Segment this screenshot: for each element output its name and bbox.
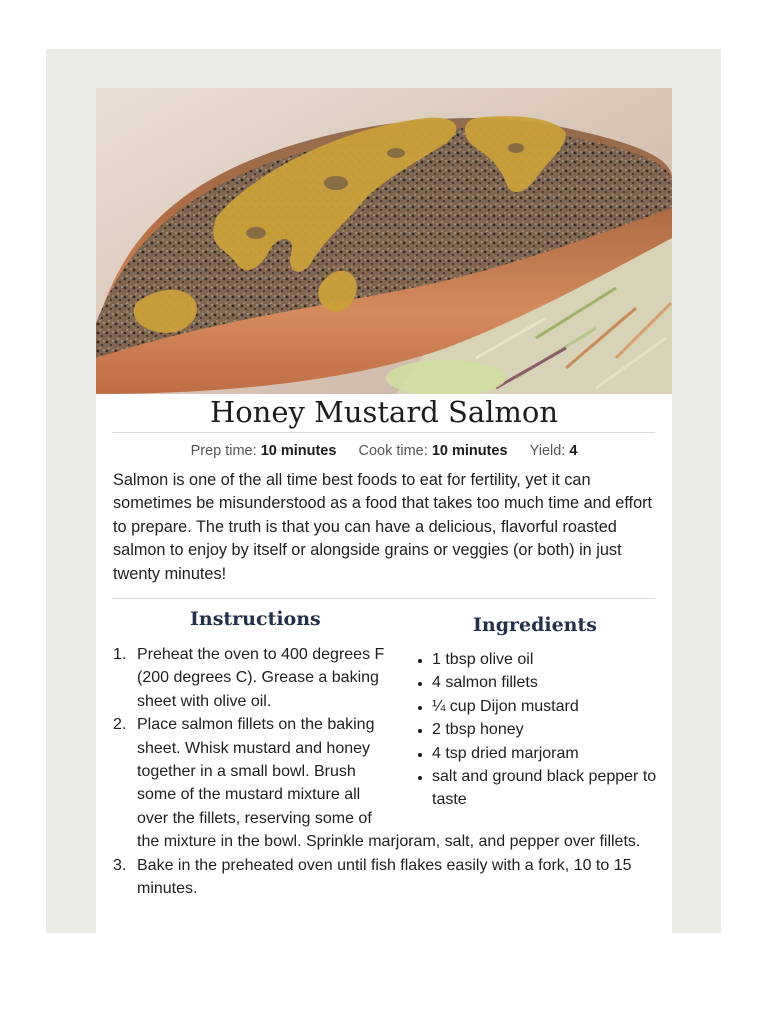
divider: [112, 598, 655, 599]
yield-label: Yield:: [529, 443, 566, 459]
cook-time-value: 10 minutes: [431, 443, 508, 459]
ingredient-item: • ¼ cup Dijon mustard: [432, 695, 672, 718]
instruction-step: [96, 713, 672, 853]
ingredient-item: • salt and ground black pepper to taste: [432, 765, 672, 812]
step-number: 3.: [113, 856, 127, 874]
recipe-title: Honey Mustard Salmon: [209, 395, 559, 429]
recipe-intro: Salmon is one of the all time best foods to eat for fertility, yet it can sometimes be misunderstood as a food that takes too much time and effort to prepare. The truth is that you can have a delicious, flavorful roasted salmon to enjoy by itself or alongside grains or veggies (or both) in just twenty minutes!: [113, 471, 653, 583]
instructions-list: [96, 643, 672, 900]
step-text-continued: the mixture in the bowl. Sprinkle marjoram, salt, and pepper over fillets.: [137, 833, 641, 851]
prep-time-value: 10 minutes: [260, 443, 337, 459]
salmon-photo: [96, 88, 672, 394]
recipe-card: [96, 88, 672, 933]
recipe-meta: [96, 440, 672, 462]
instructions-heading: Instructions: [190, 608, 321, 630]
yield: [530, 443, 578, 459]
step-text: Bake in the preheated oven until fish flakes easily with a fork, 10 to 15 minutes.: [137, 856, 632, 898]
ingredient-item: • 4 salmon fillets: [432, 671, 672, 694]
step-text: Place salmon fillets on the baking sheet. Whisk mustard and honey together in a small bowl. Brush some of the mustard mixture all over the fillets, reserving some of: [137, 716, 375, 827]
ingredient-item: • 4 tsp dried marjoram: [432, 742, 672, 765]
divider: [112, 432, 655, 433]
step-number: 2.: [113, 716, 127, 734]
cook-time-label: Cook time:: [358, 443, 428, 459]
prep-time-label: Prep time:: [190, 443, 257, 459]
yield-value: 4: [569, 443, 578, 459]
cook-time: [358, 443, 507, 459]
prep-time: [191, 443, 337, 459]
step-number: 1.: [113, 646, 127, 663]
instruction-step: [96, 854, 672, 901]
ingredient-item: • 1 tbsp olive oil: [432, 648, 672, 671]
instruction-step: [96, 643, 672, 713]
ingredients-heading: Ingredients: [473, 614, 597, 636]
ingredient-item: • 2 tbsp honey: [432, 718, 672, 741]
step-text: Preheat the oven to 400 degrees F (200 degrees C). Grease a baking sheet with olive oil.: [137, 646, 385, 710]
